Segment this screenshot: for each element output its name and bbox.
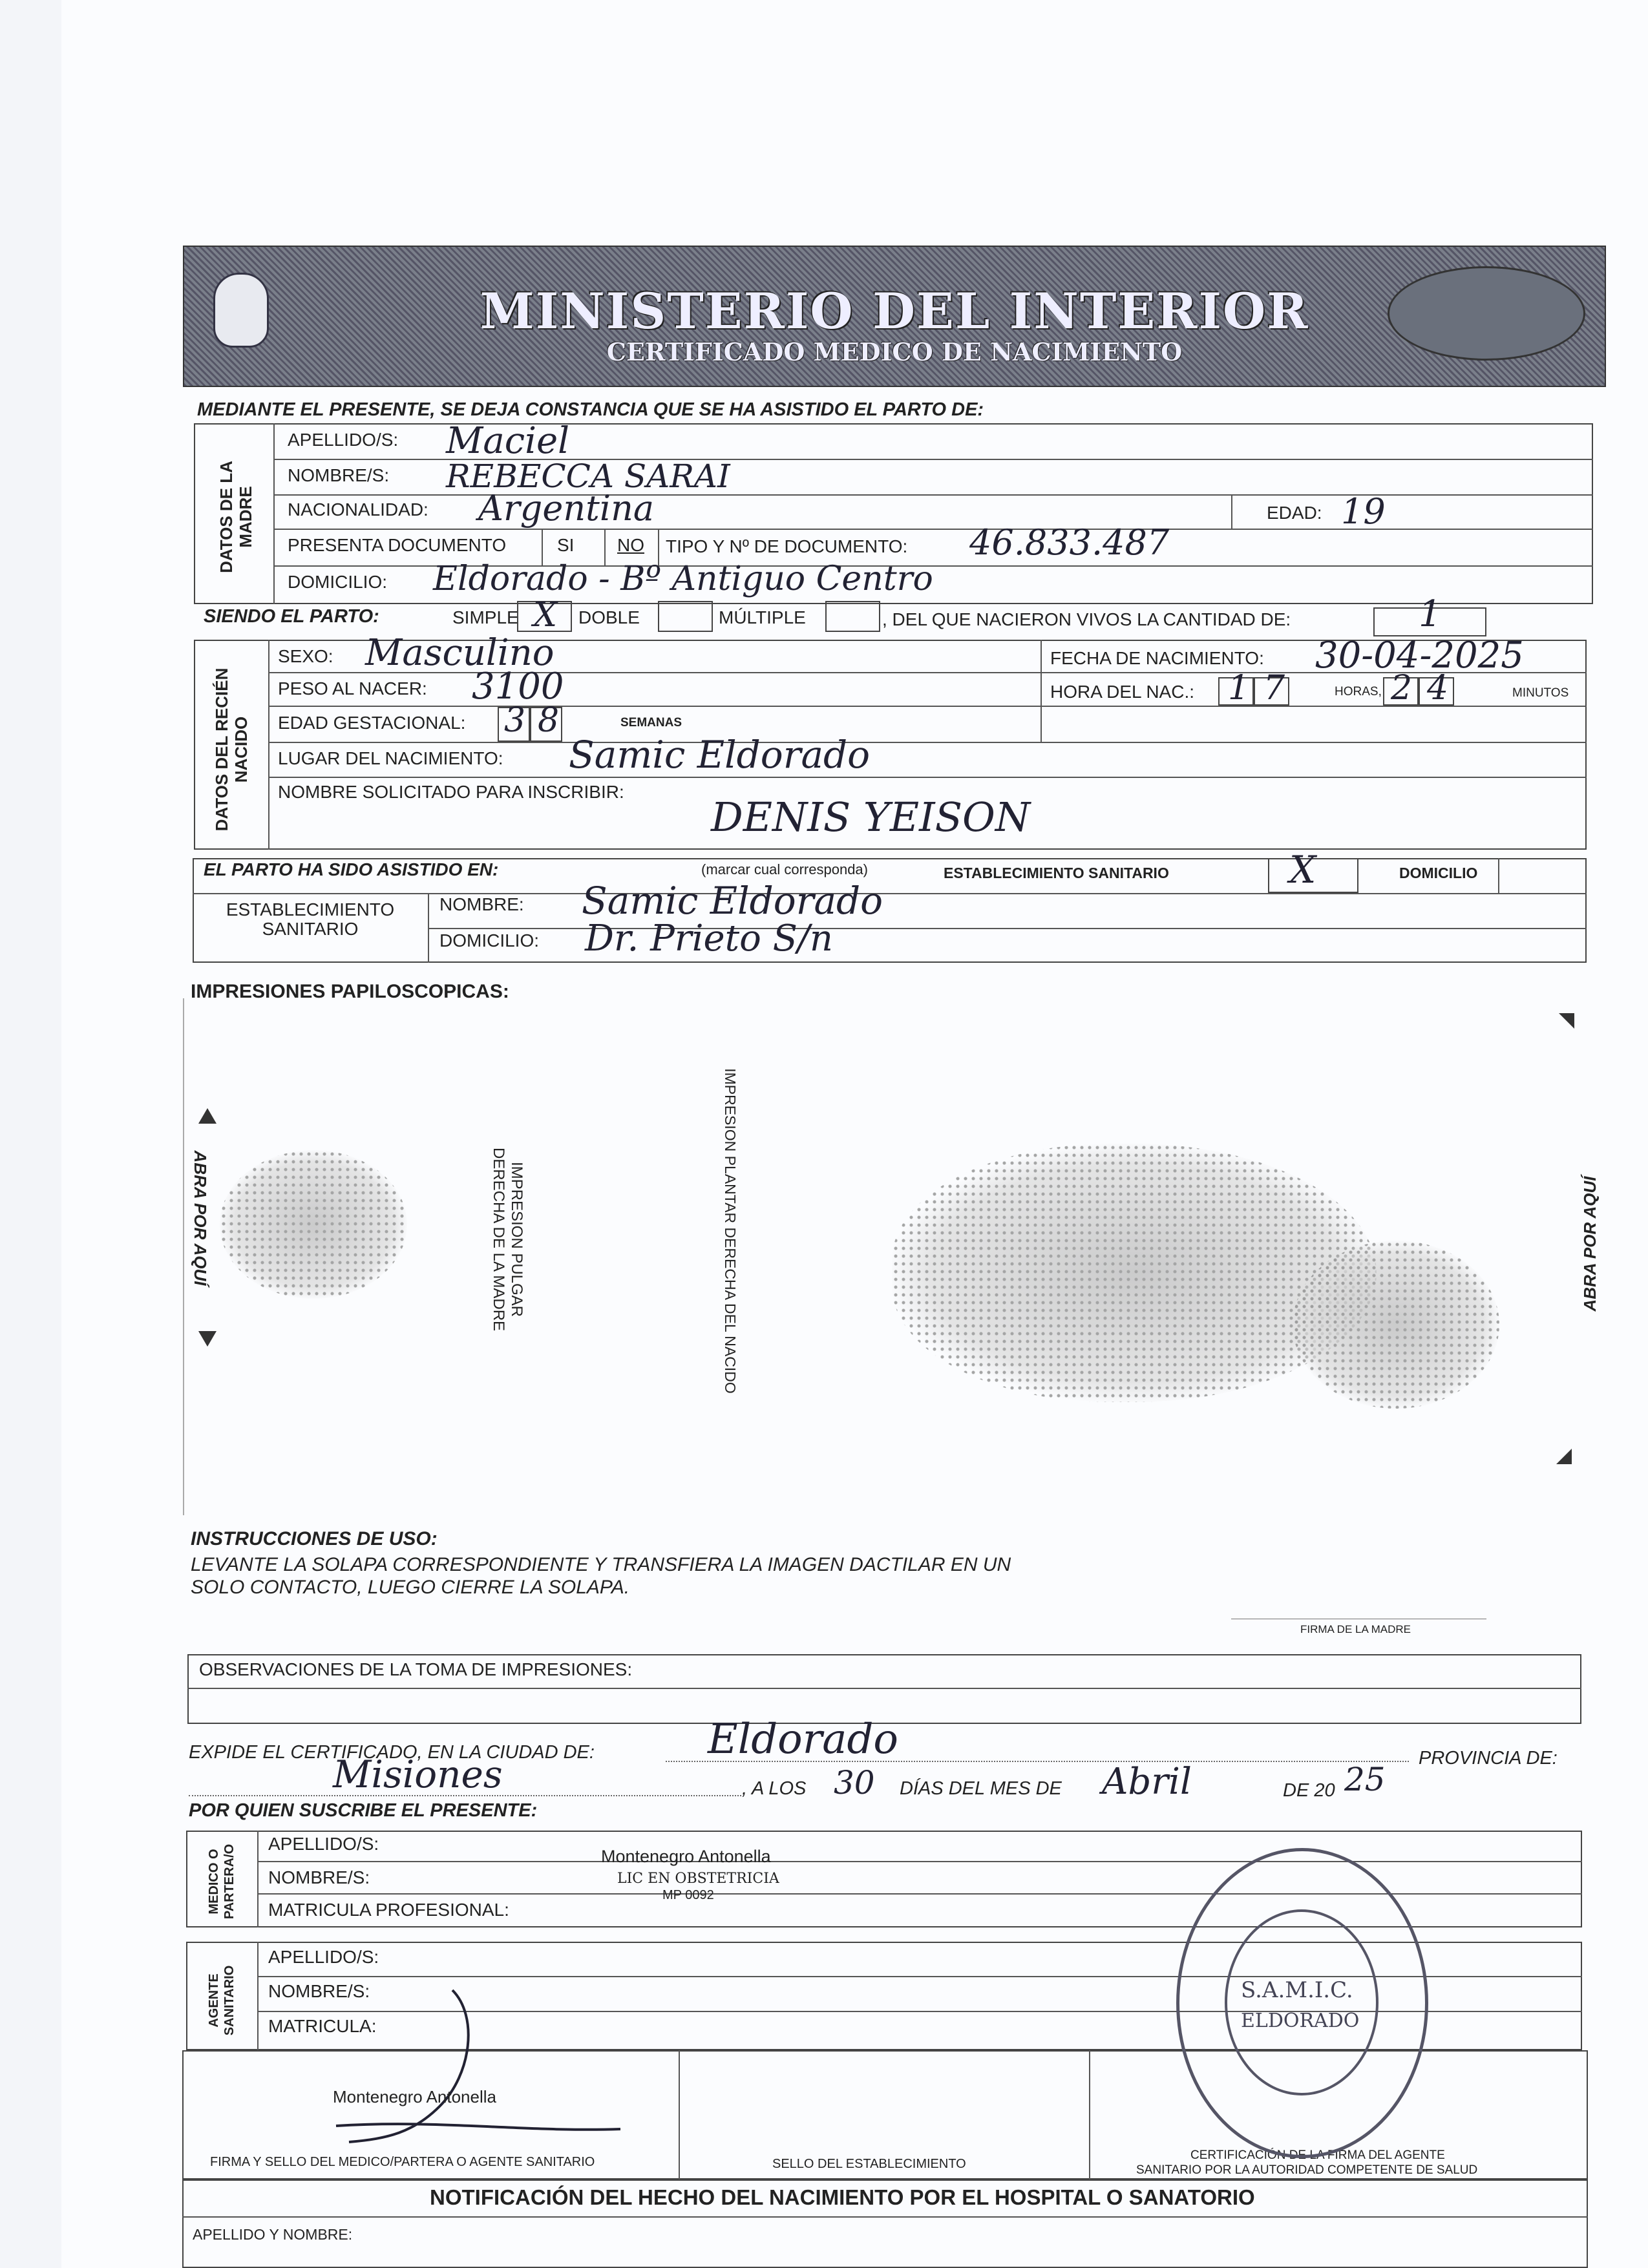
domicilio-madre-label: DOMICILIO:: [288, 572, 388, 592]
agente-matricula-label: MATRICULA:: [268, 2016, 377, 2036]
mother-thumbprint: [220, 1150, 407, 1299]
mes-value: Abril: [1102, 1761, 1192, 1803]
plantar-nacido-label: IMPRESION PLANTAR DERECHA DEL NACIDO: [722, 1068, 739, 1394]
nacionalidad-label: NACIONALIDAD:: [288, 499, 428, 520]
certificacion-line1: CERTIFICACIÓN DE LA FIRMA DEL AGENTE: [1190, 2148, 1445, 2162]
parto-multiple-label: MÚLTIPLE: [719, 607, 806, 627]
hospital-stamp: [1176, 1848, 1428, 2158]
ministry-title: MINISTERIO DEL INTERIOR: [480, 282, 1309, 340]
minutos-label: MINUTOS: [1512, 686, 1569, 700]
dia-value: 30: [834, 1764, 875, 1801]
documento-value: 46.833.487: [969, 522, 1170, 563]
suscribe-title: POR QUIEN SUSCRIBE EL PRESENTE:: [189, 1800, 538, 1821]
hora-digit2: 7: [1263, 669, 1285, 708]
minutos-digit2: 4: [1427, 669, 1449, 708]
parto-simple-label: SIMPLE: [452, 607, 519, 627]
medico-apellido-label: APELLIDO/S:: [268, 1834, 379, 1854]
agente-nombre-label: NOMBRE/S:: [268, 1981, 370, 2001]
parto-simple-mark: X: [533, 596, 558, 635]
establecimiento-option-label: ESTABLECIMIENTO SANITARIO: [944, 865, 1169, 881]
edad-value: 19: [1341, 491, 1386, 532]
arrow-corner-bottom-right-icon: [1556, 1449, 1572, 1464]
instrucciones-line2: SOLO CONTACTO, LUEGO CIERRE LA SOLAPA.: [191, 1577, 630, 1598]
establecimiento-domicilio-label: DOMICILIO:: [439, 930, 540, 950]
de-20-label: DE 20: [1283, 1780, 1335, 1801]
doctor-signature: [310, 1977, 646, 2152]
recien-nacido-section-label: DATOS DEL RECIÉN NACIDO: [212, 667, 251, 832]
fecha-nacimiento-value: 30-04-2025: [1315, 635, 1524, 677]
firma-sello-nombre: Montenegro Antonella: [333, 2087, 496, 2106]
a-los-label: , A LOS: [742, 1778, 807, 1799]
stamp-center-line1: S.A.M.I.C.: [1241, 1977, 1353, 2003]
medico-section-label: MEDICO O PARTERA/O: [207, 1843, 237, 1920]
arrow-corner-top-right-icon: [1559, 1013, 1574, 1029]
observaciones-label: OBSERVACIONES DE LA TOMA DE IMPRESIONES:: [199, 1659, 633, 1679]
establecimiento-section-label: ESTABLECIMIENTO SANITARIO: [226, 899, 395, 939]
nombre-madre-label: NOMBRE/S:: [288, 465, 390, 485]
intro-text: MEDIANTE EL PRESENTE, SE DEJA CONSTANCIA QUE SE HA ASISTIDO EL PARTO DE:: [197, 399, 984, 420]
arrow-up-left-icon: [198, 1108, 217, 1124]
provincia-value: Misiones: [333, 1752, 503, 1796]
edad-gestacional-digit1: 3: [504, 701, 526, 740]
abra-por-aqui-left[interactable]: ABRA POR AQUÍ: [191, 1150, 210, 1286]
ciudad-label: EXPIDE EL CERTIFICADO, EN LA CIUDAD DE:: [189, 1742, 595, 1763]
sexo-label: SEXO:: [278, 646, 333, 666]
madre-section-label: DATOS DE LA MADRE: [217, 461, 255, 573]
lugar-nacimiento-label: LUGAR DEL NACIMIENTO:: [278, 748, 503, 768]
apellido-madre-value: Maciel: [446, 420, 570, 462]
certificate-subtitle: CERTIFICADO MEDICO DE NACIMIENTO: [606, 337, 1183, 366]
establecimiento-nombre-value: Samic Eldorado: [582, 879, 883, 923]
asistido-label: EL PARTO HA SIDO ASISTIDO EN:: [204, 859, 499, 879]
nacionalidad-value: Argentina: [478, 488, 655, 529]
header-banner: [183, 246, 1606, 387]
domicilio-madre-value: Eldorado - Bº Antiguo Centro: [433, 560, 933, 598]
parto-doble-checkbox[interactable]: [658, 601, 713, 632]
semanas-label: SEMANAS: [620, 716, 682, 730]
edad-gestacional-digit2: 8: [538, 701, 560, 740]
tipo-documento-label: TIPO Y Nº DE DOCUMENTO:: [666, 536, 908, 556]
sello-establecimiento-label: SELLO DEL ESTABLECIMIENTO: [772, 2157, 966, 2171]
firma-madre-label: FIRMA DE LA MADRE: [1300, 1623, 1411, 1635]
nombre-solicitado-value: DENIS YEISON: [711, 793, 1031, 841]
abra-por-aqui-right[interactable]: ABRA POR AQUÍ: [1580, 1176, 1600, 1312]
notificacion-apellido-label: APELLIDO Y NOMBRE:: [193, 2226, 353, 2243]
establecimiento-domicilio-value: Dr. Prieto S/n: [585, 918, 833, 960]
parto-doble-label: DOBLE: [578, 607, 640, 627]
provincia-label: PROVINCIA DE:: [1419, 1748, 1558, 1769]
parto-label: SIENDO EL PARTO:: [204, 606, 379, 627]
documento-si-option: SI: [557, 535, 575, 555]
parto-multiple-checkbox[interactable]: [825, 601, 880, 632]
sello-mp: MP 0092: [662, 1888, 714, 1902]
ciudad-value: Eldorado: [708, 1716, 898, 1763]
marcar-hint: (marcar cual corresponda): [701, 861, 868, 877]
nacidos-vivos-value: 1: [1419, 593, 1442, 635]
nombre-solicitado-label: NOMBRE SOLICITADO PARA INSCRIBIR:: [278, 782, 624, 802]
certificacion-line2: SANITARIO POR LA AUTORIDAD COMPETENTE DE SALUD: [1136, 2163, 1478, 2177]
notificacion-title: NOTIFICACIÓN DEL HECHO DEL NACIMIENTO POR EL HOSPITAL O SANATORIO: [430, 2185, 1255, 2209]
arrow-down-left-icon: [198, 1331, 217, 1347]
nacidos-vivos-label: , DEL QUE NACIERON VIVOS LA CANTIDAD DE:: [882, 609, 1291, 629]
stamp-center-line2: ELDORADO: [1241, 2010, 1360, 2032]
sello-nombre: Montenegro Antonella: [601, 1847, 771, 1866]
hora-nacimiento-label: HORA DEL NAC.:: [1050, 682, 1195, 702]
sexo-value: Masculino: [365, 632, 555, 674]
pulgar-madre-label: IMPRESION PULGAR DERECHA DE LA MADRE: [490, 1147, 525, 1332]
establecimiento-option-mark: X: [1289, 848, 1316, 892]
impresiones-title: IMPRESIONES PAPILOSCOPICAS:: [191, 981, 509, 1002]
instrucciones-title: INSTRUCCIONES DE USO:: [191, 1528, 438, 1549]
domicilio-option-label: DOMICILIO: [1399, 865, 1478, 881]
edad-label: EDAD:: [1267, 503, 1322, 523]
newborn-footprint-heel: [1293, 1241, 1499, 1409]
instrucciones-line1: LEVANTE LA SOLAPA CORRESPONDIENTE Y TRANSFIERA LA IMAGEN DACTILAR EN UN: [191, 1554, 1011, 1575]
presenta-documento-label: PRESENTA DOCUMENTO: [288, 535, 507, 555]
agente-section-label: AGENTE SANITARIO: [207, 1965, 237, 2036]
fecha-nacimiento-label: FECHA DE NACIMIENTO:: [1050, 648, 1264, 668]
peso-value: 3100: [472, 666, 564, 708]
nombre-madre-value: REBECCA SARAI: [446, 457, 730, 495]
sello-titulo: LIC EN OBSTETRICIA: [617, 1871, 779, 1887]
horas-label: HORAS,: [1335, 685, 1382, 698]
establecimiento-nombre-label: NOMBRE:: [439, 894, 524, 914]
dias-del-mes-label: DÍAS DEL MES DE: [900, 1778, 1062, 1799]
apellido-madre-label: APELLIDO/S:: [288, 430, 399, 450]
anio-value: 25: [1344, 1761, 1386, 1798]
lugar-nacimiento-value: Samic Eldorado: [569, 733, 871, 777]
peso-label: PESO AL NACER:: [278, 678, 427, 698]
hora-digit1: 1: [1228, 669, 1250, 708]
medico-nombre-label: NOMBRE/S:: [268, 1867, 370, 1887]
firma-medico-label: FIRMA Y SELLO DEL MEDICO/PARTERA O AGENTE SANITARIO: [210, 2155, 595, 2169]
minutos-digit1: 2: [1391, 669, 1413, 708]
agente-apellido-label: APELLIDO/S:: [268, 1947, 379, 1967]
documento-no-option: NO: [617, 535, 644, 555]
edad-gestacional-label: EDAD GESTACIONAL:: [278, 713, 466, 733]
medico-matricula-label: MATRICULA PROFESIONAL:: [268, 1900, 509, 1920]
